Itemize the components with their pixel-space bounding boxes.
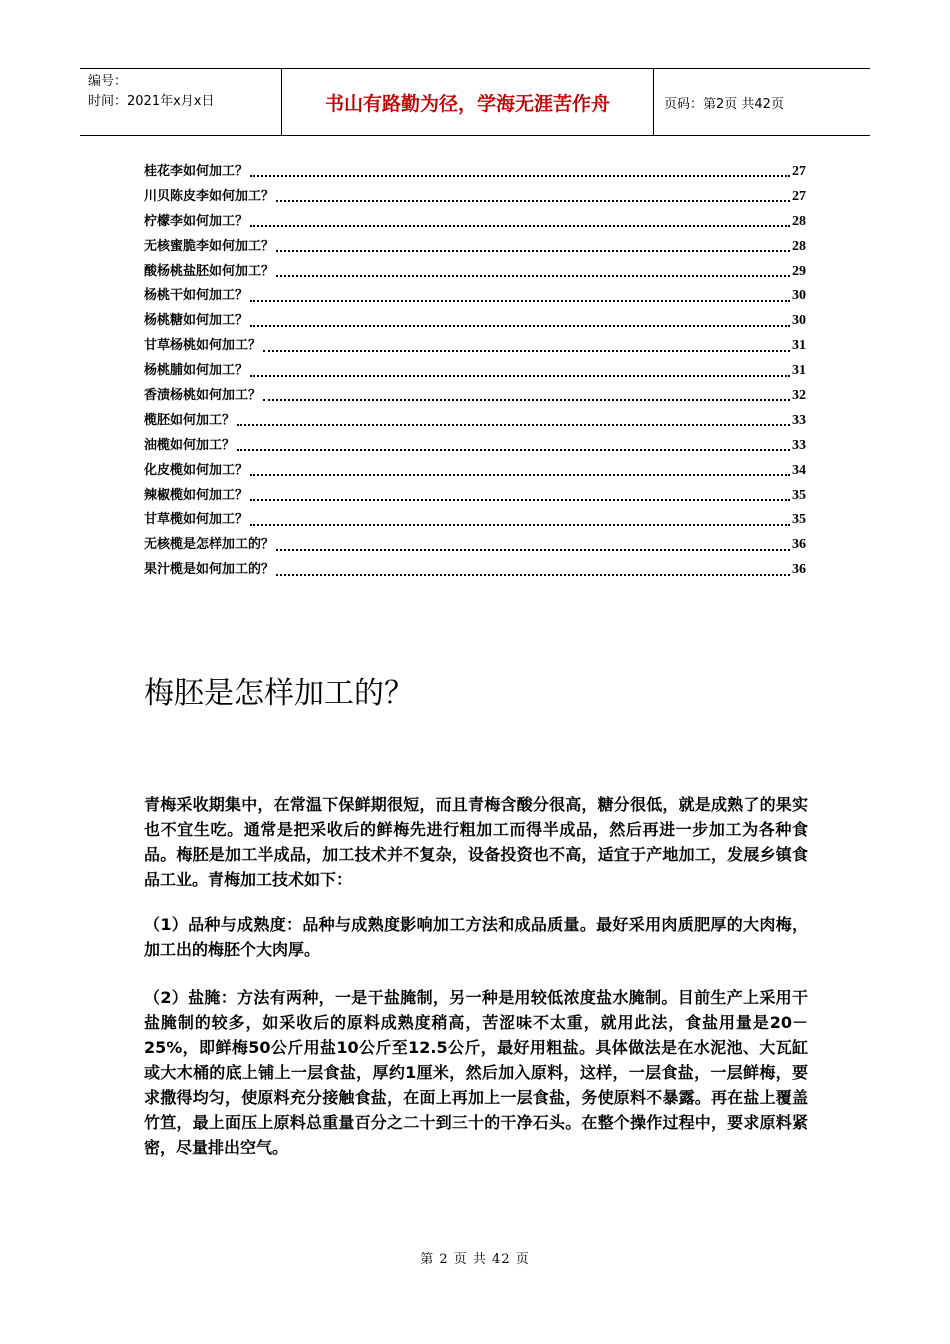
toc-dot-leader bbox=[250, 375, 790, 377]
toc-dot-leader bbox=[250, 524, 790, 526]
toc-entry-title: 杨桃糖如何加工？ bbox=[144, 313, 249, 329]
toc-dot-leader bbox=[250, 325, 790, 327]
toc-dot-leader bbox=[263, 399, 790, 401]
toc-dot-leader bbox=[276, 549, 790, 551]
toc-entry-page: 32 bbox=[792, 388, 806, 404]
toc-dot-leader bbox=[250, 225, 790, 227]
date-label: 时间：2021年x月x日 bbox=[88, 94, 215, 109]
toc-entry[interactable] bbox=[144, 210, 806, 235]
number-label: 编号： bbox=[88, 74, 128, 89]
toc-entry-page: 33 bbox=[792, 412, 806, 428]
toc-entry[interactable] bbox=[144, 260, 806, 285]
toc-entry-page: 27 bbox=[792, 188, 806, 204]
toc-entry[interactable] bbox=[144, 309, 806, 334]
toc-dot-leader bbox=[237, 424, 790, 426]
toc-dot-leader bbox=[276, 275, 790, 277]
toc-entry-title: 油榄如何加工？ bbox=[144, 437, 236, 453]
toc-entry-page: 34 bbox=[792, 462, 806, 478]
toc-entry-page: 36 bbox=[792, 537, 806, 553]
toc-entry-page: 30 bbox=[792, 288, 806, 304]
toc-entry-page: 29 bbox=[792, 263, 806, 279]
toc-entry-title: 甘草榄如何加工？ bbox=[144, 512, 249, 528]
toc-entry-title: 杨桃干如何加工？ bbox=[144, 288, 249, 304]
toc-entry-title: 酸杨桃盐胚如何加工？ bbox=[144, 263, 275, 279]
toc-entry-page: 28 bbox=[792, 213, 806, 229]
header-meta bbox=[80, 69, 282, 135]
toc-dot-leader bbox=[276, 200, 790, 202]
toc-dot-leader bbox=[276, 250, 790, 252]
toc-dot-leader bbox=[250, 175, 790, 177]
toc-dot-leader bbox=[250, 474, 790, 476]
toc-entry[interactable] bbox=[144, 235, 806, 260]
header-page-info: 页码：第2页 共42页 bbox=[664, 96, 784, 112]
toc-dot-leader bbox=[276, 574, 790, 576]
toc-entry-title: 化皮榄如何加工？ bbox=[144, 462, 249, 478]
toc-dot-leader bbox=[237, 449, 790, 451]
toc-entry-title: 榄胚如何加工？ bbox=[144, 412, 236, 428]
toc-dot-leader bbox=[263, 350, 790, 352]
article-title: 梅胚是怎样加工的？ bbox=[144, 676, 414, 711]
toc-entry[interactable] bbox=[144, 384, 806, 409]
toc-entry[interactable] bbox=[144, 359, 806, 384]
toc-entry-title: 辣椒榄如何加工？ bbox=[144, 487, 249, 503]
toc-entry-title: 杨桃脯如何加工？ bbox=[144, 363, 249, 379]
toc-entry[interactable] bbox=[144, 459, 806, 484]
toc-entry[interactable] bbox=[144, 334, 806, 359]
toc-entry-page: 36 bbox=[792, 562, 806, 578]
toc-entry[interactable] bbox=[144, 185, 806, 210]
toc-entry-title: 果汁榄是如何加工的？ bbox=[144, 562, 275, 578]
paragraph-salting: （2）盐腌：方法有两种，一是干盐腌制，另一种是用较低浓度盐水腌制。目前生产上采用干盐腌制的较多，如采收后的原料成熟度稍高，苦涩味不太重，就用此法，食盐用量是20－25%，即鲜梅50公斤用盐10公斤至12.5公斤，最好用粗盐。具体做法是在水泥池、大瓦缸或大木桶的底上铺上一层食盐，厚约1厘米，然后加入原料，这样，一层食盐，一层鲜梅，要求撒得均匀，使原料充分接触食盐，在面上再加上一层食盐，务使原料不暴露。再在盐上覆盖竹笪，最上面压上原料总重量百分之二十到三十的干净石头。在整个操作过程中，要求原料紧密，尽量排出空气。 bbox=[144, 988, 808, 1157]
toc-entry-title: 甘草杨桃如何加工？ bbox=[144, 338, 262, 354]
page-footer: 第 2 页 共 42 页 bbox=[420, 1252, 530, 1267]
toc-entry-title: 无核蜜脆李如何加工？ bbox=[144, 238, 275, 254]
toc-dot-leader bbox=[250, 499, 790, 501]
toc-entry[interactable] bbox=[144, 508, 806, 533]
toc-entry[interactable] bbox=[144, 284, 806, 309]
toc-entry-page: 28 bbox=[792, 238, 806, 254]
toc-entry-page: 31 bbox=[792, 363, 806, 379]
toc-entry-page: 31 bbox=[792, 338, 806, 354]
paragraph-intro: 青梅采收期集中，在常温下保鲜期很短，而且青梅含酸分很高，糖分很低，就是成熟了的果实也不宜生吃。通常是把采收后的鲜梅先进行粗加工而得半成品，然后再进一步加工为各种食品。梅胚是加工半成品，加工技术并不复杂，设备投资也不高，适宜于产地加工，发展乡镇食品工业。青梅加工技术如下： bbox=[144, 795, 808, 889]
toc-entry[interactable] bbox=[144, 160, 806, 185]
toc-entry-page: 35 bbox=[792, 487, 806, 503]
toc-entry[interactable] bbox=[144, 533, 806, 558]
toc-entry-title: 柠檬李如何加工？ bbox=[144, 213, 249, 229]
toc-entry-title: 香渍杨桃如何加工？ bbox=[144, 388, 262, 404]
toc-entry-page: 33 bbox=[792, 437, 806, 453]
toc-entry[interactable] bbox=[144, 409, 806, 434]
toc-entry-page: 35 bbox=[792, 512, 806, 528]
toc-entry-page: 27 bbox=[792, 164, 806, 179]
toc-dot-leader bbox=[250, 300, 790, 302]
toc-entry-title: 桂花李如何加工？ bbox=[144, 164, 249, 179]
toc-entry[interactable] bbox=[144, 484, 806, 509]
toc-entry-title: 川贝陈皮李如何加工？ bbox=[144, 188, 275, 204]
table-of-contents bbox=[144, 160, 806, 583]
toc-entry[interactable] bbox=[144, 434, 806, 459]
toc-entry-title: 无核榄是怎样加工的？ bbox=[144, 537, 275, 553]
toc-entry[interactable] bbox=[144, 558, 806, 583]
page-header bbox=[80, 68, 870, 136]
paragraph-variety: （1）品种与成熟度：品种与成熟度影响加工方法和成品质量。最好采用肉质肥厚的大肉梅，加工出的梅胚个大肉厚。 bbox=[144, 915, 808, 959]
header-motto: 书山有路勤为径，学海无涯苦作舟 bbox=[282, 69, 654, 135]
toc-entry-page: 30 bbox=[792, 313, 806, 329]
